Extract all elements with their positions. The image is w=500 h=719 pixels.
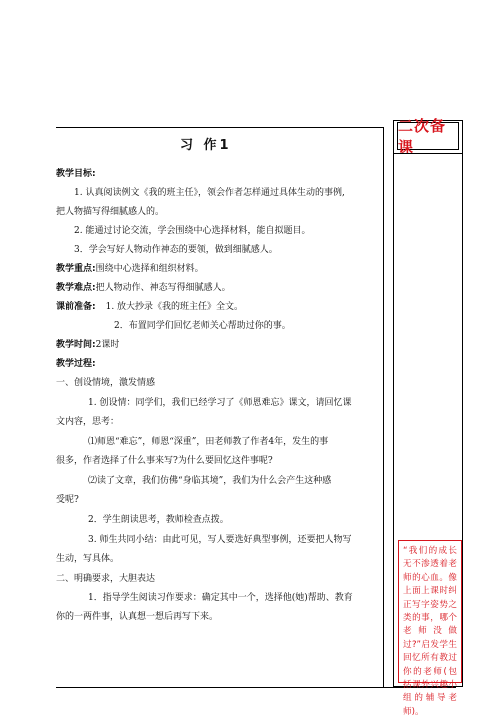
time-row [56, 336, 119, 355]
objective-line: 把人物描写得细腻感人的。 [56, 207, 165, 217]
process-line: 很多，作者选择了什么事来写?为什么要回忆这件事呢? [56, 456, 273, 466]
objective-line: 1. 认真阅读例文《我的班主任》，领会作者怎样通过具体生动的事例, [74, 188, 345, 198]
process-line: 3. 师生共同小结：由此可见，写人要选好典型事例，还要把人物写 [88, 535, 352, 545]
column-divider [383, 127, 384, 687]
process-label: 教学过程: [56, 359, 96, 369]
process-line: 生动，写具体。 [56, 554, 120, 564]
key-point-label: 教学重点: [56, 264, 96, 274]
preparation-item: 1. 放大抄录《我的班主任》全文。 [105, 302, 244, 312]
key-point-text: 围绕中心选择和组织材料。 [95, 264, 204, 274]
preparation-label: 课前准备: [56, 302, 96, 312]
objective-line: 3．学会写好人物动作神态的要领，做到细腻感人。 [74, 245, 278, 255]
page-title: 习 作1 [180, 138, 232, 153]
sidebar-heading: 二次备课 [397, 122, 459, 150]
time-text: 2课时 [95, 340, 120, 350]
key-point-row [56, 260, 204, 279]
difficulty-row [56, 279, 231, 298]
time-label: 教学时间: [56, 340, 96, 350]
section-heading: 二、明确要求，大胆表达 [56, 574, 156, 584]
sidebar-note: “我们的成长无不渗透着老师的心血。像上面上课时纠正写字姿势之类的事，哪个老师没做过?”启发学生回忆所有教过你的老师(包括课外兴趣小组的辅导老师)。 [398, 540, 462, 683]
sidebar-heading-rule [393, 153, 463, 154]
process-line: 受呢? [56, 495, 79, 505]
process-line: ⑴师恩“难忘”，师恩“深重”，田老师教了作者4年，发生的事 [88, 437, 329, 447]
process-line: 你的一两件事，认真想一想后再写下来。 [56, 612, 219, 622]
objectives-label: 教学目标: [56, 169, 96, 179]
difficulty-text: 把人物动作、神态写得细腻感人。 [95, 283, 231, 293]
section-heading: 一、创设情境，激发情感 [56, 378, 156, 388]
process-line: 1. 创设情：同学们，我们已经学习了《师恩难忘》课文，请回忆课 [88, 398, 352, 408]
preparation-row [56, 298, 243, 317]
top-rule [56, 127, 383, 128]
process-line: 文内容，思考： [56, 417, 120, 427]
process-line: ⑵读了文章，我们仿佛“身临其境”，我们为什么会产生这种感 [88, 476, 332, 486]
process-line: 2．学生朗读思考，教师检查点拨。 [88, 515, 229, 525]
preparation-item: 2．布置同学们回忆老师关心帮助过你的事。 [114, 321, 291, 331]
bottom-rule [56, 687, 456, 688]
difficulty-label: 教学难点: [56, 283, 96, 293]
objective-line: 2. 能通过讨论交流，学会围绕中心选择材料，能自拟题目。 [74, 226, 311, 236]
process-line: 1．指导学生阅读习作要求：确定其中一个，选择他(她)帮助、教育 [88, 593, 353, 603]
